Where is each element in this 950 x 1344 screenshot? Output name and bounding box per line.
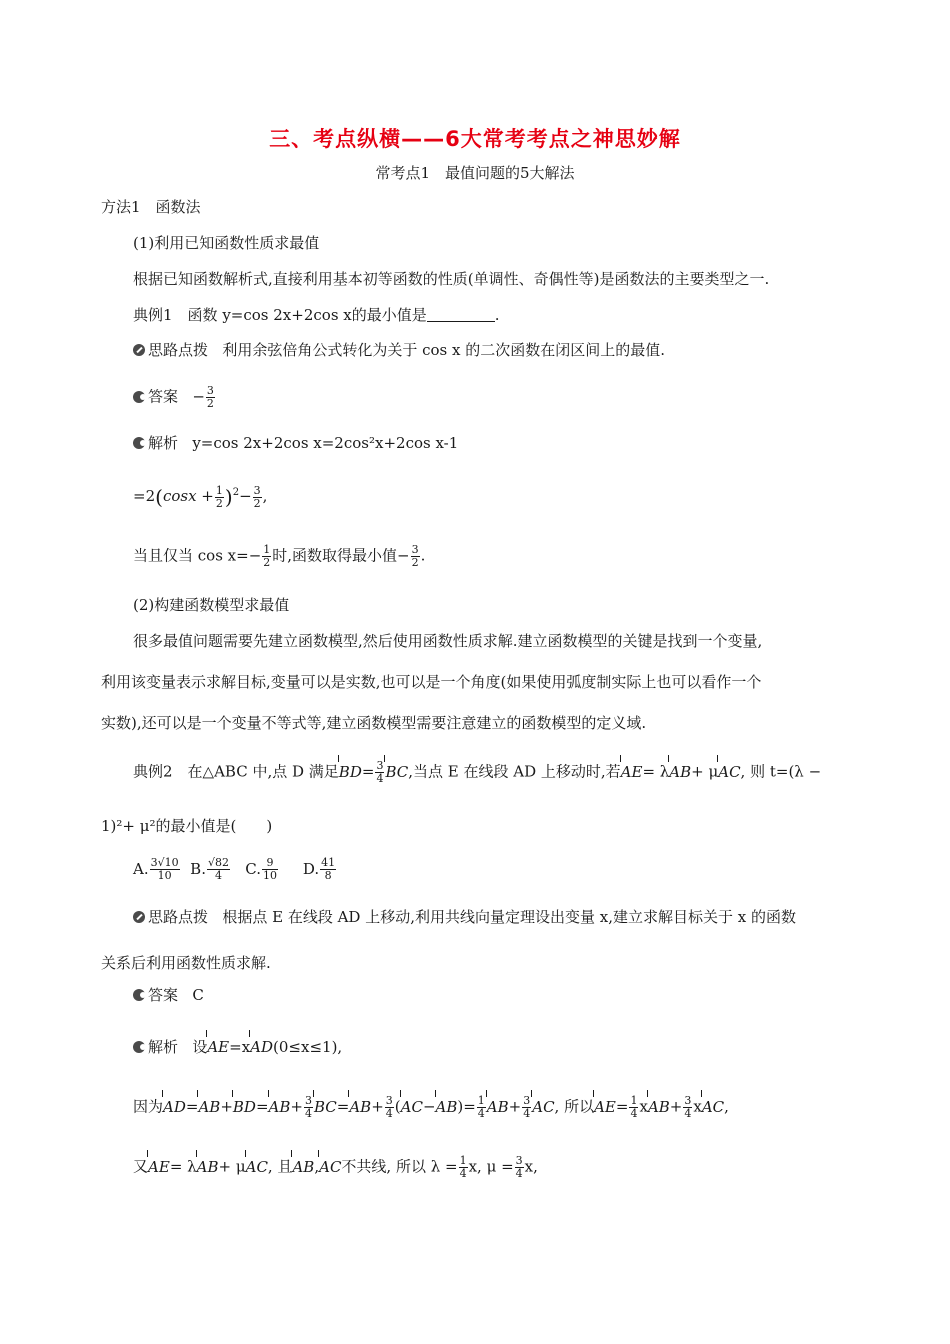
pen-icon [133, 344, 145, 356]
fraction [459, 1155, 468, 1180]
vector-AD: AD [163, 1097, 186, 1116]
example1-expr: y=cos 2x+2cos x [222, 306, 352, 324]
sol-text: 不共线, 所以 λ = [341, 1157, 458, 1176]
frac-den: 10 [157, 869, 172, 882]
left-paren: ( [155, 485, 163, 509]
vector-AB: AB [349, 1097, 372, 1116]
example2-question-line2: 1)²+ μ²的最小值是( ) [101, 817, 273, 835]
sol-text: x, [524, 1157, 538, 1176]
equals: = [255, 1097, 269, 1116]
vector-AB: AB [198, 1097, 221, 1116]
vector-BC: BC [313, 1097, 337, 1116]
frac-den: 4 [304, 1107, 312, 1120]
vector-AB: AB [669, 762, 692, 781]
frac-num: 1 [630, 1094, 638, 1107]
half-fraction [215, 485, 224, 510]
comma: , [314, 1157, 320, 1176]
answer-label: 答案 [148, 986, 179, 1004]
example2-options [133, 857, 337, 882]
example2-hint-line2: 关系后利用函数性质求解. [101, 954, 271, 972]
frac-den: 2 [206, 397, 214, 410]
option-letter: A. [133, 859, 149, 878]
sol-text: , 且 [267, 1157, 293, 1176]
answer-label: 答案 [148, 387, 179, 406]
fraction [375, 760, 384, 785]
example2-answer [133, 984, 204, 1006]
frac-num: 3 [304, 1094, 312, 1107]
period: . [420, 546, 426, 565]
vector-AC: AC [245, 1157, 268, 1176]
vector-AB: AB [268, 1097, 291, 1116]
frac-den: 4 [376, 772, 384, 785]
vector-AB: AB [647, 1097, 670, 1116]
sol-text: 设 [192, 1038, 208, 1056]
fraction [411, 544, 420, 569]
vector-BD: BD [338, 762, 362, 781]
plus: + [508, 1097, 522, 1116]
frac-num: 3 [253, 483, 261, 497]
frac-num: 3√10 [150, 856, 179, 869]
example2-solution-line2 [133, 1095, 729, 1120]
fraction [477, 1095, 486, 1120]
paren: ( [394, 1097, 401, 1116]
sec1-heading: (1)利用已知函数性质求最值 [133, 234, 320, 252]
answer-value: C [192, 986, 204, 1004]
vector-AC: AC [718, 762, 741, 781]
comma: , [724, 1097, 729, 1116]
example2-solution-line3 [133, 1155, 538, 1180]
fraction [522, 1095, 531, 1120]
sec1-intro: 根据已知函数解析式,直接利用基本初等函数的性质(单调性、奇偶性等)是函数法的主要类型之一. [133, 270, 770, 288]
hint-text: 根据点 E 在线段 AD 上移动,利用共线向量定理设出变量 x,建立求解目标关于 x 的函数 [222, 908, 796, 926]
fraction [150, 857, 180, 882]
fraction [262, 857, 278, 882]
sol-text: =x [229, 1038, 251, 1056]
frac-num: 3 [376, 759, 384, 772]
sol-text: 因为 [133, 1097, 164, 1116]
solution-icon [133, 1041, 145, 1053]
frac-den: 4 [515, 1167, 523, 1180]
right-paren: ) [224, 485, 233, 509]
frac-den: 2 [215, 496, 223, 510]
sol3-a: 当且仅当 cos x=− [133, 546, 262, 565]
vector-AC: AC [532, 1097, 555, 1116]
equals: )= [457, 1097, 476, 1116]
equals: = [185, 1097, 199, 1116]
frac-den: 4 [477, 1107, 485, 1120]
sol-text: , 所以 [554, 1097, 595, 1116]
vector-AD: AD [250, 1038, 274, 1056]
frac-den: 2 [263, 556, 271, 569]
solution-text: y=cos 2x+2cos x=2cos²x+2cos x-1 [192, 434, 459, 452]
vector-AC: AC [319, 1157, 342, 1176]
vector-AB: AB [292, 1157, 315, 1176]
comma: , [262, 487, 268, 505]
frac-num: √82 [207, 856, 229, 869]
example1-solution-line2 [133, 482, 267, 510]
sec2-paragraph-line2: 利用该变量表示求解目标,变量可以是实数,也可以是一个角度(如果使用弧度制实际上也可以看作一个 [101, 673, 762, 691]
frac-num: 9 [262, 857, 278, 870]
answer-icon [133, 989, 145, 1001]
frac-num: 1 [215, 483, 223, 497]
example1-end: . [494, 306, 500, 324]
frac-den: 4 [459, 1167, 467, 1180]
frac-num: 1 [477, 1094, 485, 1107]
vector-AE: AE [594, 1097, 616, 1116]
example2-hint-line1 [133, 906, 796, 928]
example2-then: , 则 t=(λ − [740, 762, 822, 781]
sec2-paragraph-line3: 实数),还可以是一个变量不等式等,建立函数模型需要注意建立的函数模型的定义域. [101, 714, 647, 732]
example2-solution-line1 [133, 1036, 342, 1058]
option-letter: C. [245, 859, 262, 878]
option-b [190, 856, 231, 882]
equals: = [615, 1097, 629, 1116]
sol-text: 又 [133, 1157, 149, 1176]
frac-den: 2 [253, 496, 261, 510]
frac-num: 3 [523, 1094, 531, 1107]
method-heading: 方法1 函数法 [101, 198, 201, 216]
option-a [133, 856, 181, 882]
option-letter: D. [302, 859, 320, 878]
vector-AC: AC [400, 1097, 423, 1116]
fraction [304, 1095, 313, 1120]
frac-den: 4 [630, 1107, 638, 1120]
example2-mid: ,当点 E 在线段 AD 上移动时,若 [408, 762, 621, 781]
sol3-b: 时,函数取得最小值− [272, 546, 410, 565]
section-subtitle: 常考点1 最值问题的5大解法 [375, 164, 575, 182]
example2-question-line1 [133, 760, 821, 785]
frac-den: 4 [684, 1107, 692, 1120]
plus: + [371, 1097, 384, 1116]
sol-cos: cosx + [162, 487, 214, 505]
vector-BD: BD [232, 1097, 256, 1116]
frac-den: 8 [324, 869, 332, 882]
solution-label: 解析 [148, 1038, 179, 1056]
option-c [245, 856, 279, 882]
sol-text: (0≤x≤1), [273, 1038, 343, 1056]
power: 2 [232, 487, 240, 498]
var-x: x [693, 1097, 702, 1116]
hint-label: 思路点拨 [148, 908, 209, 926]
example1-hint [133, 339, 665, 361]
equals: = [336, 1097, 350, 1116]
frac-num: 3 [206, 384, 214, 397]
vector-AC: AC [701, 1097, 725, 1116]
solution-icon [133, 437, 145, 449]
example1-label: 典例1 函数 [133, 306, 218, 324]
fraction [320, 857, 336, 882]
plus-mu: + μ [218, 1157, 246, 1176]
vector-AE: AE [148, 1157, 170, 1176]
vector-AE: AE [207, 1038, 230, 1056]
var-x: x [639, 1097, 648, 1116]
answer-fraction [206, 385, 215, 410]
frac-den: 2 [411, 556, 419, 569]
sec2-heading: (2)构建函数模型求最值 [133, 596, 290, 614]
frac-num: 3 [684, 1094, 692, 1107]
option-d [302, 856, 337, 882]
frac-num: 3 [385, 1094, 393, 1107]
plus-mu: + μ [691, 762, 719, 781]
example1-question [133, 304, 500, 326]
fraction [683, 1095, 692, 1120]
frac-den: 10 [263, 869, 278, 882]
frac-num: 1 [459, 1154, 467, 1167]
minus: − [422, 1097, 436, 1116]
example1-solution-line3 [133, 544, 425, 569]
option-letter: B. [190, 859, 206, 878]
equals-lambda: = λ [169, 1157, 197, 1176]
pen-icon [133, 911, 145, 923]
frac-den: 4 [523, 1107, 531, 1120]
plus: + [220, 1097, 233, 1116]
sol-text: x, μ = [468, 1157, 514, 1176]
vector-BC: BC [385, 762, 409, 781]
equals: = [361, 762, 375, 781]
example1-tail: 的最小值是 [351, 306, 427, 324]
frac-den: 4 [214, 869, 222, 882]
fraction [262, 544, 271, 569]
hint-text: 利用余弦倍角公式转化为关于 cos x 的二次函数在闭区间上的最值. [222, 341, 665, 359]
answer-blank [427, 307, 495, 322]
example1-solution-line1 [133, 432, 458, 454]
answer-icon [133, 391, 145, 403]
page-title: 三、考点纵横——6大常考考点之神思妙解 [269, 127, 681, 151]
fraction [207, 857, 230, 882]
frac-num: 3 [411, 543, 419, 556]
vector-AE: AE [620, 762, 643, 781]
fraction [629, 1095, 638, 1120]
example2-label: 典例2 在△ABC 中,点 D 满足 [133, 762, 339, 781]
vector-AB: AB [435, 1097, 458, 1116]
sec2-paragraph-line1: 很多最值问题需要先建立函数模型,然后使用函数性质求解.建立函数模型的关键是找到一个变量, [133, 632, 763, 650]
plus: + [669, 1097, 683, 1116]
answer-sign: − [192, 387, 205, 406]
example1-answer [133, 385, 216, 410]
hint-label: 思路点拨 [148, 341, 209, 359]
minus: − [239, 487, 252, 505]
plus: + [290, 1097, 303, 1116]
frac-num: 3 [515, 1154, 523, 1167]
fraction [385, 1095, 394, 1120]
frac-num: 41 [321, 856, 336, 869]
frac-num: 1 [263, 543, 271, 556]
solution-label: 解析 [148, 434, 179, 452]
vector-AB: AB [196, 1157, 219, 1176]
vector-AB: AB [486, 1097, 509, 1116]
fraction [515, 1155, 524, 1180]
equals-lambda: = λ [642, 762, 670, 781]
three-halves [253, 485, 262, 510]
frac-den: 4 [385, 1107, 393, 1120]
sol-prefix: =2 [133, 487, 156, 505]
